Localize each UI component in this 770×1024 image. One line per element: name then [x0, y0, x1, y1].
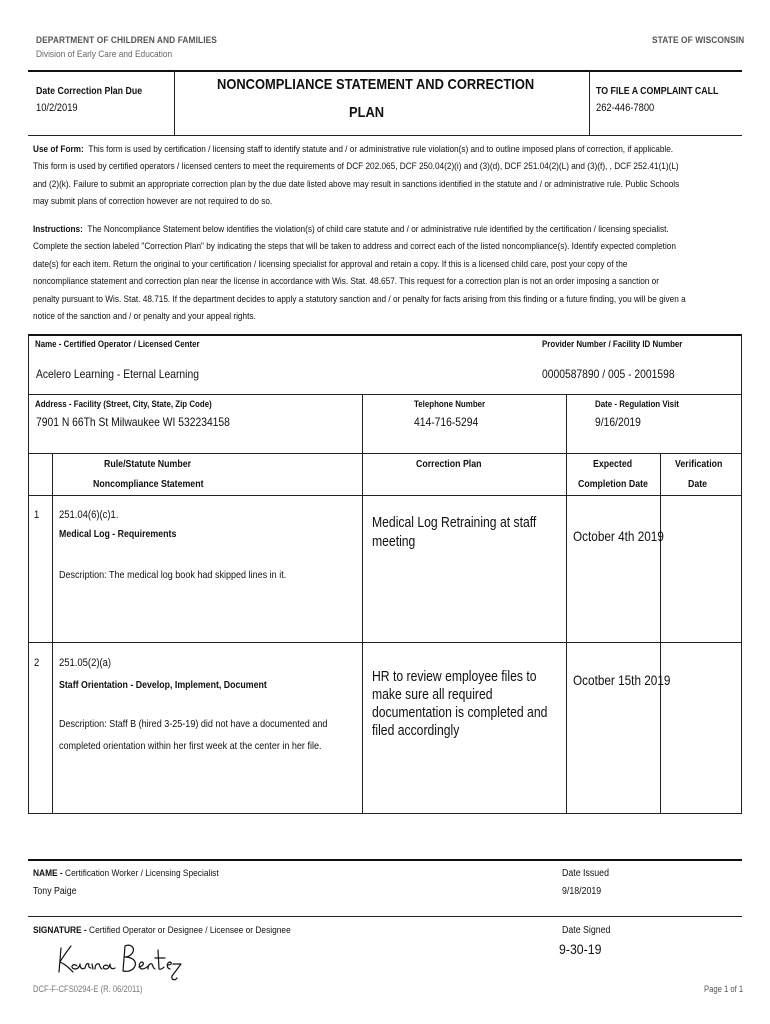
visit-date-label: Date - Regulation Visit — [595, 399, 679, 409]
name-label-bold: NAME - — [33, 868, 63, 879]
top-box-divider-left — [174, 70, 175, 136]
form-title-line2: PLAN — [349, 104, 385, 121]
date-signed-value: 9-30-19 — [559, 941, 602, 957]
row-correction-plan — [372, 668, 547, 740]
use-of-form-label: Use of Form: — [33, 144, 84, 154]
date-issued-label: Date Issued — [562, 868, 609, 879]
date-issued-value: 9/18/2019 — [562, 886, 602, 897]
plan-line: filed accordingly — [372, 723, 460, 739]
table-border-right — [741, 334, 742, 814]
row-expected-date: Ocotber 15th 2019 — [573, 672, 671, 688]
instructions-line: The Noncompliance Statement below identifies the violation(s) of child care statute and / or administrative rule identified by the certification / licensing specialist. — [87, 224, 669, 234]
complaint-label: TO FILE A COMPLAINT CALL — [596, 86, 719, 97]
provider-id-label: Provider Number / Facility ID Number — [542, 339, 683, 349]
row-description: Description: The medical log book had skipped lines in it. — [59, 569, 287, 581]
plan-line: meeting — [372, 534, 416, 550]
instructions-label: Instructions: — [33, 224, 83, 234]
header-noncompliance: Noncompliance Statement — [93, 479, 204, 490]
col-divider-verify — [660, 453, 661, 814]
col-divider-num — [52, 453, 53, 814]
top-box-border-bottom — [28, 135, 742, 136]
specialist-name-value: Tony Paige — [33, 886, 77, 897]
use-of-form-line: This form is used by certified operators / licensed centers to meet the requirements of DCF 202.065, DCF 250.04(2)(i) and (3)(d), DCF 251.04(2)(L) and (3)(f), , DCF 252.41(1)(L) — [33, 161, 679, 172]
table-header-bottom — [28, 495, 742, 496]
table-border-top — [28, 453, 742, 454]
plan-line: documentation is completed and — [372, 705, 548, 721]
name-label-rest: Certification Worker / Licensing Specialist — [62, 868, 219, 879]
address-border-top — [28, 394, 742, 395]
row-title: Staff Orientation - Develop, Implement, Document — [59, 680, 267, 691]
provider-id-value: 0000587890 / 005 - 2001598 — [542, 367, 675, 381]
provider-name-value: Acelero Learning - Eternal Learning — [36, 367, 199, 381]
footer-border-top — [28, 859, 742, 861]
address-value: 7901 N 66Th St Milwaukee WI 532234158 — [36, 415, 230, 429]
row-correction-plan — [372, 514, 536, 552]
col-divider-plan — [362, 394, 363, 814]
row-divider — [28, 642, 742, 643]
due-date-value: 10/2/2019 — [36, 102, 78, 114]
instructions-line: Complete the section labeled "Correction Plan" by indicating the steps that will be taken to address and correct each of the listed noncompliance(s). Identify expected completion — [33, 241, 676, 252]
plan-line: Medical Log Retraining at staff — [372, 515, 537, 531]
row-number: 1 — [34, 509, 40, 521]
instructions-line: noncompliance statement and correction plan near the license in accordance with Wis. Stat. 48.657. This request for a correction plan is not an order imposing a sanction or — [33, 276, 659, 287]
complaint-phone: 262-446-7800 — [596, 102, 655, 114]
header-rule: Rule/Statute Number — [104, 459, 192, 470]
header-completion-date: Completion Date — [578, 479, 648, 490]
date-signed-label: Date Signed — [562, 925, 611, 936]
header-verification-date: Date — [688, 479, 708, 490]
provider-name-label: Name - Certified Operator / Licensed Center — [35, 339, 200, 349]
col-divider-expected — [566, 394, 567, 814]
address-label: Address - Facility (Street, City, State, Zip Code) — [35, 399, 212, 409]
top-box-divider-right — [589, 70, 590, 136]
signature-label — [33, 925, 291, 936]
instructions-line: penalty pursuant to Wis. Stat. 48.715. If the department decides to apply a statutory sanction and / or penalty for facts arising from this finding or a future finding, you will be given a — [33, 293, 686, 304]
due-date-label: Date Correction Plan Due — [36, 86, 143, 97]
signature-border-top — [28, 916, 742, 917]
row-title: Medical Log - Requirements — [59, 529, 177, 540]
use-of-form-line: may submit plans of correction however are not required to do so. — [33, 196, 273, 207]
visit-date-value: 9/16/2019 — [595, 415, 641, 429]
header-verification: Verification — [675, 459, 723, 470]
division-name: Division of Early Care and Education — [36, 49, 173, 60]
phone-label: Telephone Number — [414, 399, 486, 409]
row-rule: 251.05(2)(a) — [59, 657, 112, 669]
phone-value: 414-716-5294 — [414, 415, 479, 429]
sig-label-rest: Certified Operator or Designee / Licensee or Designee — [86, 925, 291, 936]
top-box-border-top — [28, 70, 742, 72]
plan-line: make sure all required — [372, 687, 493, 703]
use-of-form-line: and (2)(k). Failure to submit an appropriate correction plan by the due date listed above may result in sanctions identified in the statute and / or administrative rule. Public Schools — [33, 178, 680, 189]
table-border-left — [28, 334, 29, 814]
row-description: Description: Staff B (hired 3-25-19) did not have a documented and — [59, 718, 328, 730]
instructions-paragraph — [33, 221, 741, 325]
plan-line: HR to review employee files to — [372, 669, 537, 685]
page-number: Page 1 of 1 — [704, 984, 744, 994]
use-of-form-line: This form is used by certification / licensing staff to identify statute and / or administrative rule violation(s) and to outline imposed plans of correction, if applicable. — [88, 144, 674, 154]
row-expected-date: October 4th 2019 — [573, 528, 664, 544]
state-name: STATE OF WISCONSIN — [652, 35, 745, 46]
provider-border-top — [28, 334, 742, 336]
use-of-form-paragraph — [33, 141, 741, 211]
form-id: DCF-F-CFS0294-E (R. 06/2011) — [33, 984, 143, 994]
specialist-name-label — [33, 868, 219, 879]
header-expected: Expected — [593, 459, 633, 470]
form-title-line1: NONCOMPLIANCE STATEMENT AND CORRECTION — [217, 76, 535, 93]
sig-label-bold: SIGNATURE - — [33, 925, 87, 936]
handwritten-signature — [55, 938, 185, 982]
table-border-bottom — [28, 813, 742, 814]
row-description: completed orientation within her first week at the center in her file. — [59, 740, 322, 752]
instructions-line: notice of the sanction and / or penalty and your appeal rights. — [33, 311, 256, 322]
header-correction-plan: Correction Plan — [416, 459, 482, 470]
department-name: DEPARTMENT OF CHILDREN AND FAMILIES — [36, 35, 217, 46]
row-number: 2 — [34, 657, 40, 669]
row-rule: 251.04(6)(c)1. — [59, 509, 119, 521]
instructions-line: date(s) for each item. Return the original to your certification / licensing specialist for approval and retain a copy. If this is a licensed child care, post your copy of the — [33, 258, 628, 269]
